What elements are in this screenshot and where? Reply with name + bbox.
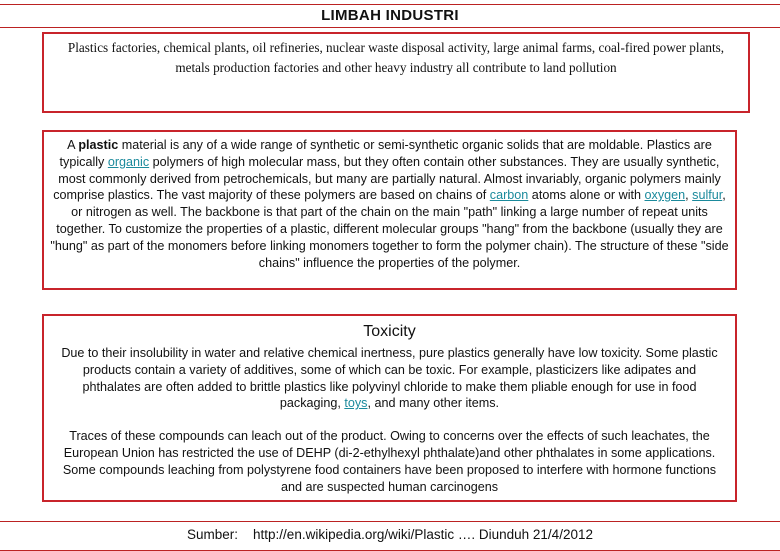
link-oxygen[interactable]: oxygen — [644, 188, 686, 203]
text: , or nitrogen as well. The backbone is that part of the chain on the main "path" linking a large number of repeat units together. To customize the properties of a plastic, different molecular groups "hang" from the backbone (usually they are "hung" as part of the monomers before linking monomers together to form the polymer chain). The structure of these "side chains" influence the properties of the polymer. — [50, 188, 729, 270]
text: atoms alone or with — [528, 188, 645, 203]
page-title: LIMBAH INDUSTRI — [0, 4, 780, 28]
intro-box: Plastics factories, chemical plants, oil refineries, nuclear waste disposal activity, large animal farms, coal-fired power plants, metals production factories and other heavy industry all contribute to land pollution — [42, 32, 750, 113]
text: A — [67, 138, 79, 152]
link-toys[interactable]: toys — [344, 396, 368, 411]
plastic-definition-box — [42, 130, 737, 290]
text: , and many other items. — [367, 396, 500, 411]
toxicity-heading: Toxicity — [363, 323, 416, 340]
toxicity-paragraph-1 — [58, 345, 721, 412]
toxicity-box — [42, 314, 737, 502]
link-sulfur[interactable]: sulfur — [692, 188, 723, 203]
text: material is any of a wide range of synthetic or semi-synthetic organic solids that are moldable. Plastics are typically — [59, 138, 712, 169]
link-organic[interactable]: organic — [107, 154, 150, 169]
link-carbon[interactable]: carbon — [489, 188, 529, 203]
text: polymers of high molecular mass, but they often contain other substances. They are usually synthetic, most commonly derived from petrochemicals, but many are partially natural. Almost invariably, organic polymers mainly comprise plastics. The vast majority of these polymers are based on chains of — [53, 154, 721, 203]
bold-term: plastic — [78, 138, 119, 152]
toxicity-paragraph-2: Traces of these compounds can leach out of the product. Owing to concerns over the effects of such leachates, the European Union has restricted the use of DEHP (di-2-ethylhexyl phthalate)and other phthalates in some applications. Some compounds leaching from polystyrene food containers have been proposed to interfere with hormone functions and are suspected human carcinogens — [62, 429, 717, 494]
source-text: Sumber: http://en.wikipedia.org/wiki/Plastic …. Diunduh 21/4/2012 — [187, 527, 593, 542]
text: Due to their insolubility in water and relative chemical inertness, pure plastics generally have low toxicity. Some plastic products contain a variety of additives, some of which can be toxic. For example, plasticizers like adipates and phthalates are often added to brittle plastics like polyvinyl chloride to make them pliable enough for use in food packaging, — [61, 346, 718, 411]
source-footer — [0, 521, 780, 551]
text: , — [685, 188, 693, 203]
